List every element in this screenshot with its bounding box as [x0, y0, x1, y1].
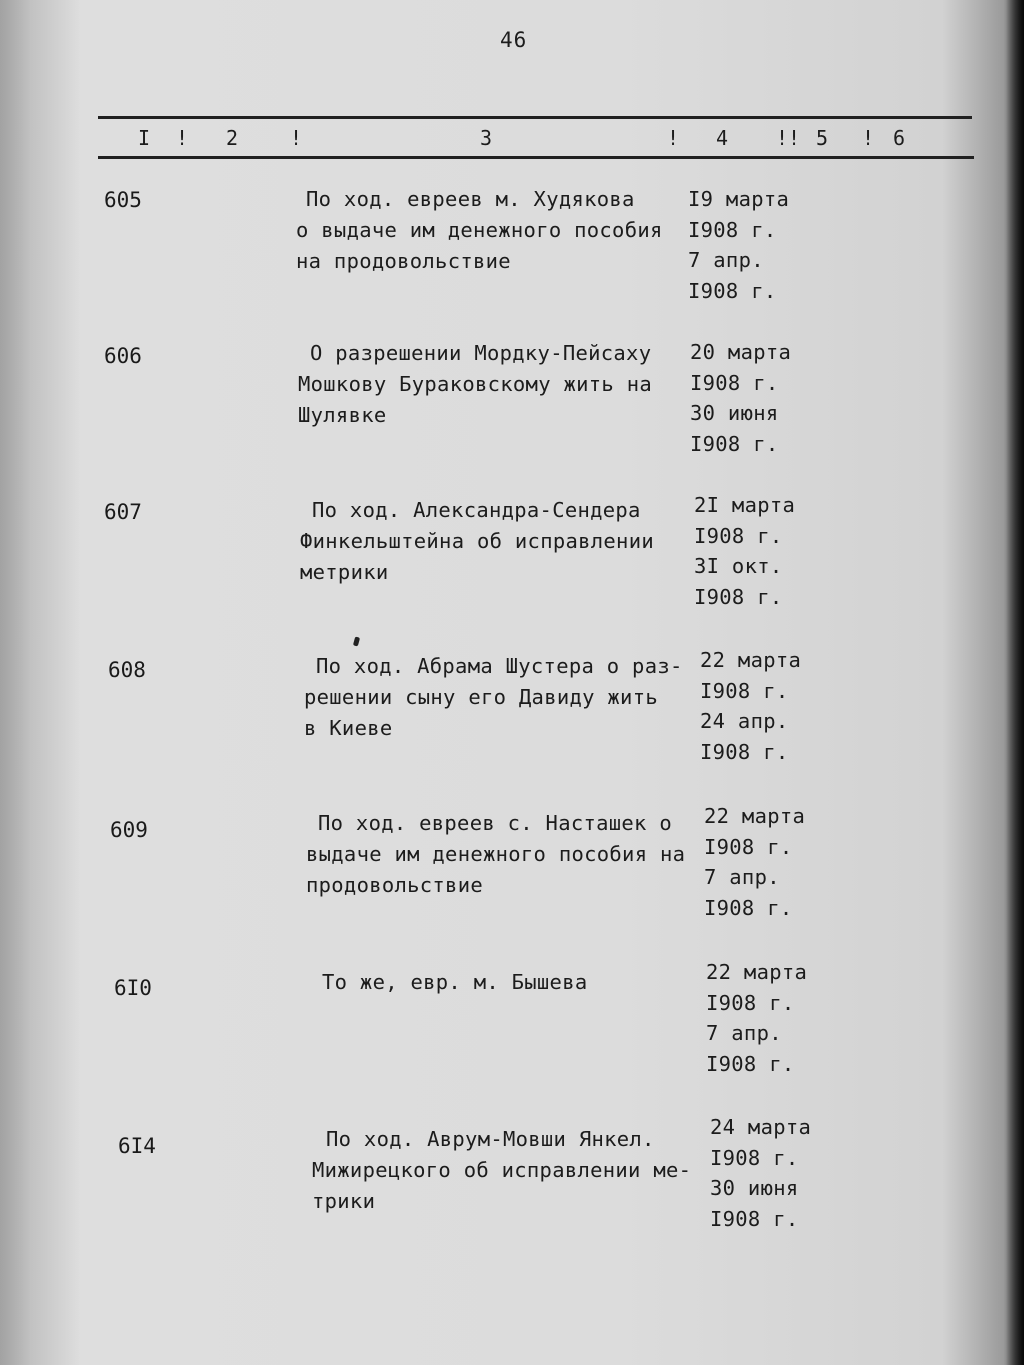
entry-description: По ход. Абрама Шустера о раз- решении сыну его Давиду жить в Киеве	[304, 654, 683, 740]
entry-dates: I9 марта I908 г. 7 апр. I908 г.	[688, 187, 790, 303]
entry-dates: 22 марта I908 г. 24 апр. I908 г.	[700, 648, 802, 764]
header-top-rule	[98, 116, 972, 119]
column-separator: !	[290, 126, 303, 150]
page-shadow	[0, 0, 80, 1365]
column-separator: !	[176, 126, 189, 150]
entry-number: 609	[110, 818, 148, 842]
column-header-3: 3	[480, 126, 493, 150]
entry-description: О разрешении Мордку-Пейсаху Мошкову Бураковскому жить на Шулявке	[298, 341, 652, 427]
column-header-2: 2	[226, 126, 239, 150]
entry-description: По ход. евреев м. Худякова о выдаче им денежного пособия на продовольствие	[296, 187, 663, 273]
entry-number: 6I0	[114, 976, 152, 1000]
entry-description: По ход. евреев с. Насташек о выдаче им денежного пособия на продовольствие	[306, 811, 686, 897]
entry-number: 608	[108, 658, 146, 682]
entry-description: По ход. Аврум-Мовши Янкел. Мижирецкого об исправлении ме- трики	[312, 1127, 692, 1213]
page-number: 46	[500, 28, 528, 52]
entry-number: 6I4	[118, 1134, 156, 1158]
column-separator: !	[667, 126, 680, 150]
entry-number: 606	[104, 344, 142, 368]
column-separator: !	[862, 126, 875, 150]
entry-description: По ход. Александра-Сендера Финкельштейна об исправлении метрики	[300, 498, 654, 584]
header-bottom-rule	[98, 156, 974, 159]
entry-dates: 24 марта I908 г. 30 июня I908 г.	[710, 1115, 812, 1231]
entry-dates: 2I марта I908 г. 3I окт. I908 г.	[694, 493, 796, 609]
entry-dates: 20 марта I908 г. 30 июня I908 г.	[690, 340, 792, 456]
entry-number: 605	[104, 188, 142, 212]
column-header-5: 5	[816, 126, 829, 150]
entry-dates: 22 марта I908 г. 7 апр. I908 г.	[706, 960, 808, 1076]
entry-dates: 22 марта I908 г. 7 апр. I908 г.	[704, 804, 806, 920]
column-header-4: 4	[716, 126, 729, 150]
entry-number: 607	[104, 500, 142, 524]
page-edge	[1006, 0, 1024, 1365]
entry-description: То же, евр. м. Бышева	[322, 970, 588, 994]
column-separator: !!	[776, 126, 801, 150]
column-header-6: 6	[893, 126, 906, 150]
column-header-1: I	[138, 126, 151, 150]
